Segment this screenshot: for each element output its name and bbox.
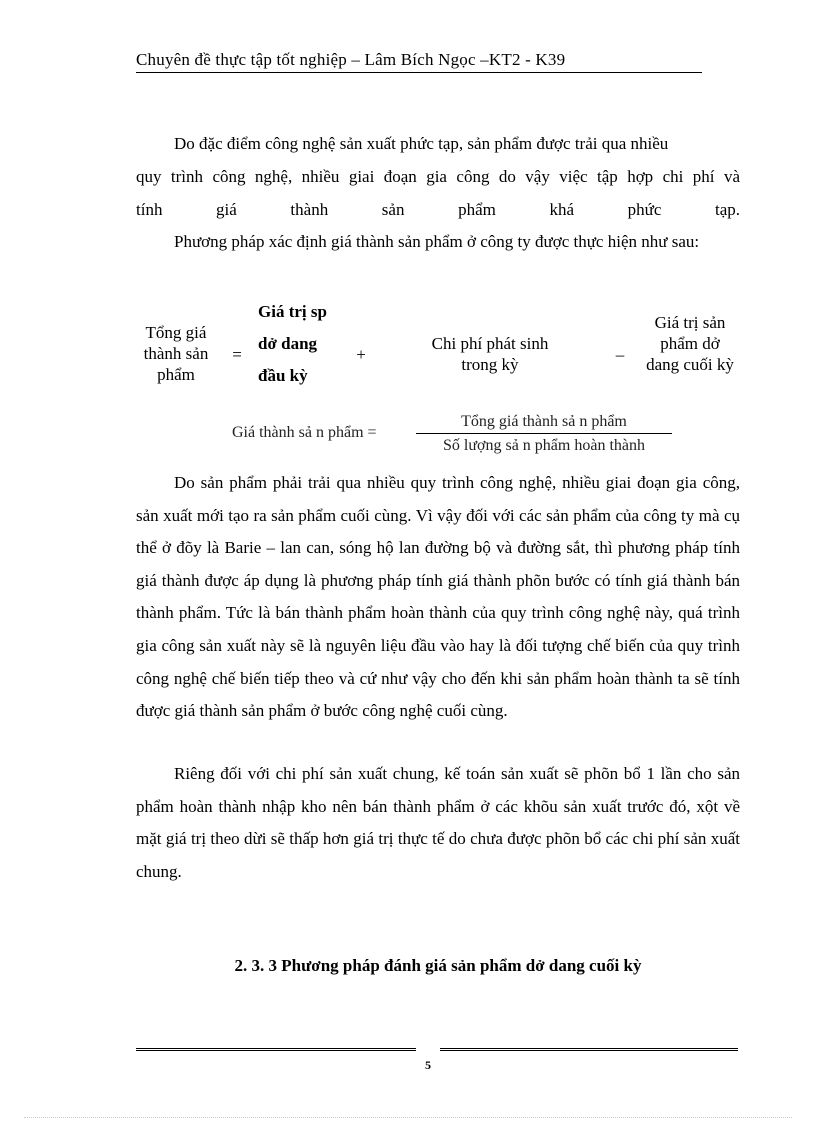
unit-cost-fraction: [416, 412, 672, 456]
page-number: 5: [425, 1058, 431, 1072]
paragraph-3: Do sản phẩm phải trải qua nhiều quy trình công nghệ, nhiều giai đoạn gia công, sản xuất mới tạo ra sản phẩm cuối cùng. Vì vậy đối với các sản phẩm của công ty mà cụ thể ở đõy là Barie – lan can, sóng hộ lan đường bộ và đường sắt, thì phương pháp tính giá thành được áp dụng là phương pháp tính giá thành phõn bước có tính giá thành bán thành phẩm. Tức là bán thành phẩm hoàn thành của quy trình công nghệ này, quá trình gia công sản xuất này sẽ là nguyên liệu đầu vào hay là đối tượng chế biến của quy trình công nghệ chế biến tiếp theo và cứ như vậy cho đến khi sản phẩm hoàn thành ta sẽ tính được giá thành sản phẩm ở bước công nghệ cuối cùng.: [136, 473, 740, 721]
footer-rule-left: [136, 1048, 416, 1051]
paragraph-1-line-2: quy trình công nghệ, nhiều giai đoạn gia công do vậy việc tập hợp chi phí và: [136, 167, 740, 186]
unit-cost-formula: [232, 412, 692, 458]
cost-formula: [136, 300, 740, 410]
formula-minus-sign: –: [615, 345, 625, 364]
section-heading: 2. 3. 3 Phương pháp đánh giá sản phẩm dở dang cuối kỳ: [234, 956, 642, 975]
unit-cost-denominator: Số lượng sả n phẩm hoàn thành: [443, 437, 645, 454]
paragraph-1-line-1: Do đặc điểm công nghệ sản xuất phức tạp, sản phẩm được trải qua nhiều: [174, 134, 669, 153]
page-header: Chuyên đề thực tập tốt nghiệp – Lâm Bích Ngọc –KT2 - K39: [136, 50, 566, 69]
formula-plus-sign: +: [356, 345, 366, 364]
formula-period-cost: Chi phí phát sinh trong kỳ: [431, 334, 549, 374]
page-bottom-border: [24, 1117, 792, 1118]
formula-opening-wip: Giá trị sp dở dang đầu kỳ: [258, 302, 327, 385]
formula-equals-sign: =: [232, 345, 242, 364]
formula-total-cost: Tổng giá thành sản phẩm: [143, 323, 209, 384]
header-rule: [136, 72, 702, 73]
unit-cost-lhs: Giá thành sả n phẩm =: [232, 424, 377, 441]
formula-closing-wip: Giá trị sản phẩm dở dang cuối kỳ: [646, 313, 734, 374]
paragraph-2: Phương pháp xác định giá thành sản phẩm ở công ty được thực hiện như sau:: [174, 232, 700, 251]
footer-rule-right: [440, 1048, 738, 1051]
paragraph-1-line-3: tính giá thành sản phẩm khá phức tạp.: [136, 200, 740, 219]
fraction-bar: [416, 433, 672, 434]
paragraph-4: Riêng đối với chi phí sản xuất chung, kế toán sản xuất sẽ phõn bổ 1 lần cho sản phẩm hoàn thành nhập kho nên bán thành phẩm ở các khõu sản xuất trước đó, xột về mặt giá trị theo dừi sẽ thấp hơn giá trị thực tế do chưa được phõn bổ các chi phí sản xuất chung.: [136, 764, 740, 881]
unit-cost-numerator: Tổng giá thành sả n phẩm: [461, 413, 627, 430]
